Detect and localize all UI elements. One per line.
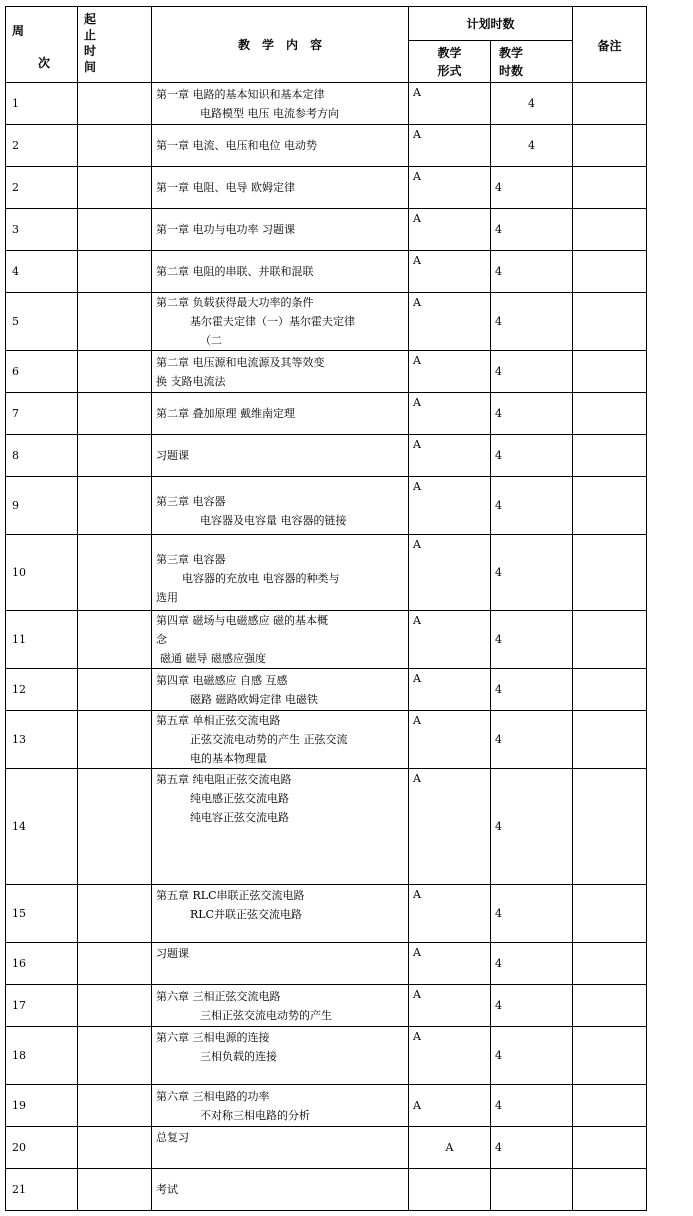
dates-cell: [78, 477, 152, 535]
content-line: 第三章 电容器: [156, 553, 226, 566]
hours-cell: 4: [491, 885, 573, 943]
plan-hours-header: 计划时数: [409, 7, 573, 41]
dates-cell: [78, 1169, 152, 1211]
content-line: 纯电感正弦交流电路: [190, 792, 289, 805]
table-row: [6, 769, 647, 885]
week-cell: 7: [6, 393, 78, 435]
content-line: 第六章 三相电路的功率: [156, 1089, 270, 1103]
content-line: 第四章 电磁感应 自感 互感: [156, 673, 288, 687]
hours-header-line-1: 教学: [499, 45, 524, 60]
dates-header-line-4: 间: [84, 60, 97, 74]
table-row: [6, 125, 647, 167]
dates-header-line-2: 止: [84, 28, 97, 42]
remark-cell: [573, 769, 647, 885]
week-cell: 3: [6, 209, 78, 251]
hours-cell: [491, 1169, 573, 1211]
week-cell: 4: [6, 251, 78, 293]
week-cell: 18: [6, 1027, 78, 1085]
table-row: [6, 1027, 647, 1085]
table-row: [6, 435, 647, 477]
week-cell: 11: [6, 611, 78, 669]
form-header: [409, 41, 491, 83]
content-cell: [152, 435, 409, 477]
content-cell: [152, 167, 409, 209]
form-cell: A: [409, 435, 491, 477]
hours-cell: 4: [491, 351, 573, 393]
content-cell: [152, 351, 409, 393]
form-cell: A: [409, 1085, 491, 1127]
content-cell: [152, 477, 409, 535]
form-cell: A: [409, 1127, 491, 1169]
content-cell: [152, 393, 409, 435]
content-cell: [152, 985, 409, 1027]
content-line: 第二章 电阻的串联、并联和混联: [156, 265, 314, 278]
content-line: 电路模型 电压 电流参考方向: [200, 106, 339, 120]
table-row: [6, 209, 647, 251]
week-cell: 9: [6, 477, 78, 535]
week-cell: 20: [6, 1127, 78, 1169]
content-line: 第二章 叠加原理 戴维南定理: [156, 407, 295, 420]
dates-cell: [78, 293, 152, 351]
week-cell: 12: [6, 669, 78, 711]
remark-cell: [573, 83, 647, 125]
dates-cell: [78, 1027, 152, 1085]
week-header-line-1: 周: [12, 24, 25, 38]
form-cell: A: [409, 251, 491, 293]
table-row: [6, 611, 647, 669]
hours-cell: 4: [491, 711, 573, 769]
hours-cell: 4: [491, 167, 573, 209]
table-row: [6, 83, 647, 125]
content-cell: [152, 885, 409, 943]
dates-cell: [78, 985, 152, 1027]
dates-cell: [78, 83, 152, 125]
week-cell: 19: [6, 1085, 78, 1127]
week-cell: 1: [6, 83, 78, 125]
form-cell: A: [409, 477, 491, 535]
content-line: 磁通 磁导 磁感应强度: [160, 652, 266, 665]
dates-cell: [78, 125, 152, 167]
dates-cell: [78, 209, 152, 251]
remark-cell: [573, 435, 647, 477]
content-line: 选用: [156, 591, 178, 604]
dates-cell: [78, 351, 152, 393]
content-line: 三相正弦交流电动势的产生: [200, 1008, 332, 1022]
dates-header-line-3: 时: [84, 44, 97, 58]
hours-cell: 4: [491, 943, 573, 985]
remark-cell: [573, 611, 647, 669]
form-cell: A: [409, 1027, 491, 1085]
remark-cell: [573, 885, 647, 943]
week-cell: 17: [6, 985, 78, 1027]
hours-cell: 4: [491, 209, 573, 251]
dates-cell: [78, 251, 152, 293]
form-cell: A: [409, 293, 491, 351]
dates-cell: [78, 711, 152, 769]
content-line: 念: [156, 633, 167, 646]
content-line: 第四章 磁场与电磁感应 磁的基本概: [156, 614, 328, 627]
content-line: 习题课: [156, 947, 189, 960]
hours-cell: 4: [491, 1027, 573, 1085]
remark-cell: [573, 535, 647, 611]
content-line: （二: [200, 334, 222, 347]
remark-cell: [573, 1085, 647, 1127]
content-line: 基尔霍夫定律（一）基尔霍夫定律: [190, 315, 355, 328]
teaching-schedule-table: [5, 6, 647, 1211]
table-row: [6, 1085, 647, 1127]
table-row: [6, 985, 647, 1027]
remark-cell: [573, 1169, 647, 1211]
content-line: 不对称三相电路的分析: [200, 1108, 310, 1122]
hours-cell: 4: [491, 251, 573, 293]
form-cell: A: [409, 611, 491, 669]
table-row: [6, 943, 647, 985]
remark-cell: [573, 393, 647, 435]
dates-cell: [78, 435, 152, 477]
content-line: 三相负载的连接: [200, 1050, 277, 1063]
table-row: [6, 1127, 647, 1169]
dates-cell: [78, 167, 152, 209]
week-cell: 2: [6, 125, 78, 167]
dates-cell: [78, 1127, 152, 1169]
remark-cell: [573, 1027, 647, 1085]
week-cell: 14: [6, 769, 78, 885]
form-cell: A: [409, 711, 491, 769]
form-cell: A: [409, 669, 491, 711]
content-line: 第三章 电容器: [156, 494, 226, 508]
content-line: 第五章 RLC串联正弦交流电路: [156, 889, 305, 902]
week-cell: 15: [6, 885, 78, 943]
hours-cell: 4: [491, 769, 573, 885]
content-line: 纯电容正弦交流电路: [190, 811, 289, 824]
remark-cell: [573, 985, 647, 1027]
table-row: [6, 711, 647, 769]
content-header: 教 学 内 容: [152, 7, 409, 83]
hours-cell: 4: [491, 477, 573, 535]
form-cell: A: [409, 351, 491, 393]
content-line: 电容器的充放电 电容器的种类与: [182, 572, 340, 585]
content-cell: [152, 769, 409, 885]
form-cell: A: [409, 393, 491, 435]
table-row: [6, 251, 647, 293]
remark-cell: [573, 293, 647, 351]
form-header-line-1: 教学: [437, 45, 462, 60]
week-cell: 2: [6, 167, 78, 209]
form-header-line-2: 形式: [437, 63, 462, 78]
week-cell: 10: [6, 535, 78, 611]
dates-cell: [78, 611, 152, 669]
dates-cell: [78, 769, 152, 885]
content-cell: [152, 1085, 409, 1127]
hours-cell: 4: [491, 669, 573, 711]
content-line: 第一章 电阻、电导 欧姆定律: [156, 181, 295, 194]
hours-cell: 4: [491, 611, 573, 669]
content-cell: [152, 943, 409, 985]
content-cell: [152, 251, 409, 293]
table-row: [6, 477, 647, 535]
content-cell: [152, 669, 409, 711]
table-row: [6, 1169, 647, 1211]
dates-cell: [78, 943, 152, 985]
form-cell: A: [409, 943, 491, 985]
remark-cell: [573, 167, 647, 209]
dates-cell: [78, 885, 152, 943]
week-cell: 21: [6, 1169, 78, 1211]
form-cell: A: [409, 167, 491, 209]
remark-cell: [573, 1127, 647, 1169]
week-cell: 8: [6, 435, 78, 477]
content-line: 习题课: [156, 449, 189, 462]
week-cell: 5: [6, 293, 78, 351]
remark-cell: [573, 669, 647, 711]
dates-cell: [78, 535, 152, 611]
form-cell: A: [409, 125, 491, 167]
header-row-top: [6, 7, 647, 41]
content-line: 第六章 三相电源的连接: [156, 1031, 270, 1044]
hours-cell: 4: [491, 1127, 573, 1169]
content-line: 电的基本物理量: [190, 752, 267, 765]
remark-cell: [573, 943, 647, 985]
hours-cell: 4: [491, 83, 573, 125]
form-cell: A: [409, 83, 491, 125]
content-cell: [152, 1169, 409, 1211]
dates-header: [78, 7, 152, 83]
remark-cell: [573, 711, 647, 769]
form-cell: [409, 1169, 491, 1211]
remark-cell: [573, 251, 647, 293]
content-cell: [152, 711, 409, 769]
remark-cell: [573, 351, 647, 393]
hours-header-line-2: 时数: [499, 63, 524, 78]
hours-cell: 4: [491, 125, 573, 167]
remark-cell: [573, 209, 647, 251]
hours-cell: 4: [491, 393, 573, 435]
remark-cell: [573, 477, 647, 535]
remark-header: 备注: [573, 7, 647, 83]
content-line: 总复习: [156, 1131, 189, 1144]
week-cell: 16: [6, 943, 78, 985]
table-row: [6, 885, 647, 943]
dates-cell: [78, 669, 152, 711]
week-header-line-2: 次: [38, 56, 51, 70]
table-row: [6, 535, 647, 611]
hours-cell: 4: [491, 1085, 573, 1127]
content-line: 第六章 三相正弦交流电路: [156, 989, 281, 1003]
table-row: [6, 293, 647, 351]
form-cell: A: [409, 769, 491, 885]
content-cell: [152, 293, 409, 351]
content-line: RLC并联正弦交流电路: [190, 908, 303, 921]
week-cell: 6: [6, 351, 78, 393]
content-line: 第五章 纯电阻正弦交流电路: [156, 773, 292, 786]
content-line: 第一章 电功与电功率 习题课: [156, 223, 295, 236]
content-cell: [152, 611, 409, 669]
dates-cell: [78, 393, 152, 435]
form-cell: A: [409, 535, 491, 611]
table-row: [6, 669, 647, 711]
content-line: 第五章 单相正弦交流电路: [156, 714, 281, 727]
content-cell: [152, 125, 409, 167]
content-line: 电容器及电容量 电容器的链接: [200, 513, 347, 527]
hours-cell: 4: [491, 535, 573, 611]
content-line: 正弦交流电动势的产生 正弦交流: [190, 733, 348, 746]
dates-header-line-1: 起: [84, 12, 97, 26]
remark-cell: [573, 125, 647, 167]
week-header: [6, 7, 78, 83]
form-cell: A: [409, 885, 491, 943]
content-line: 第二章 电压源和电流源及其等效变: [156, 355, 325, 369]
table-row: [6, 393, 647, 435]
form-cell: A: [409, 985, 491, 1027]
hours-header: [491, 41, 573, 83]
content-line: 第一章 电路的基本知识和基本定律: [156, 87, 325, 101]
hours-cell: 4: [491, 293, 573, 351]
content-cell: [152, 1127, 409, 1169]
content-line: 换 支路电流法: [156, 374, 226, 388]
content-line: 第一章 电流、电压和电位 电动势: [156, 139, 317, 152]
hours-cell: 4: [491, 435, 573, 477]
content-line: 磁路 磁路欧姆定律 电磁铁: [190, 692, 318, 706]
hours-cell: 4: [491, 985, 573, 1027]
content-cell: [152, 83, 409, 125]
content-cell: [152, 209, 409, 251]
content-cell: [152, 535, 409, 611]
table-row: [6, 167, 647, 209]
content-cell: [152, 1027, 409, 1085]
content-line: 第二章 负载获得最大功率的条件: [156, 296, 314, 309]
form-cell: A: [409, 209, 491, 251]
table-row: [6, 351, 647, 393]
week-cell: 13: [6, 711, 78, 769]
content-line: 考试: [156, 1183, 178, 1196]
dates-cell: [78, 1085, 152, 1127]
